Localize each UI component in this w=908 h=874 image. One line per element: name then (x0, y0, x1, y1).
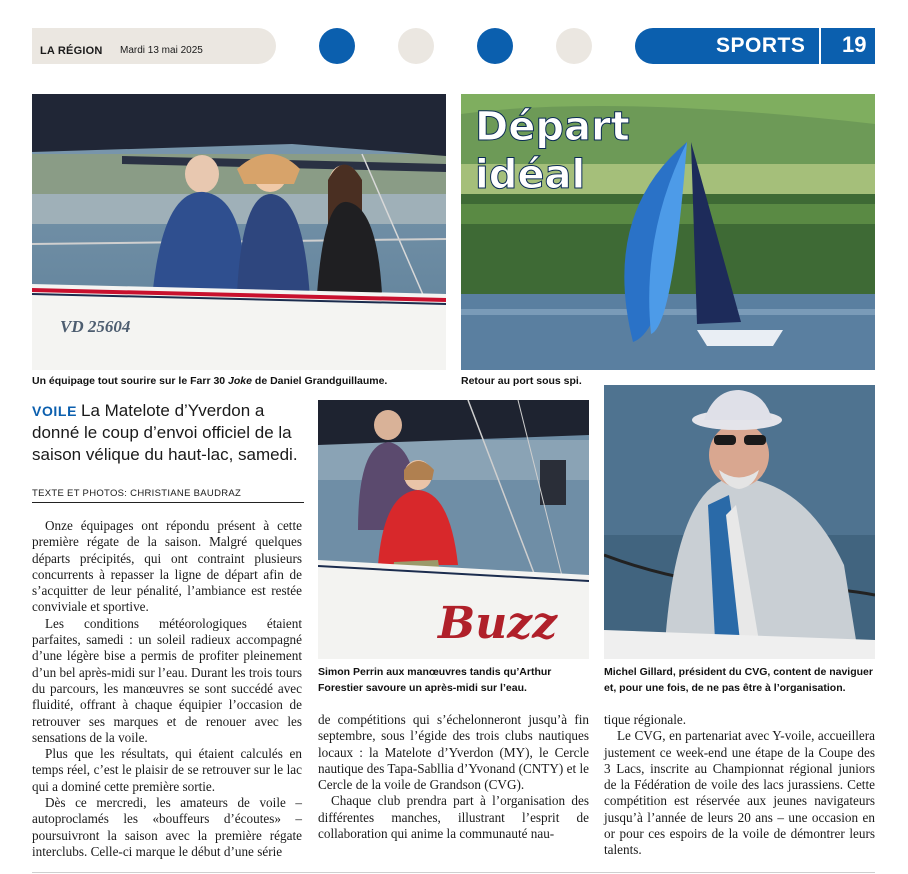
decorative-dot (398, 28, 434, 64)
caption-crew: Un équipage tout sourire sur le Farr 30 Joke de Daniel Grandguillaume. (32, 375, 388, 387)
article-lede (32, 400, 304, 466)
section-divider (819, 28, 821, 64)
byline: TEXTE ET PHOTOS: CHRISTIANE BAUDRAZ (32, 488, 304, 503)
hull-name: Buzz (438, 598, 558, 649)
headline-line2: idéal (475, 152, 586, 198)
issue-date: Mardi 13 mai 2025 (120, 45, 203, 56)
paragraph: tique régionale. (604, 712, 687, 727)
hull-registration: VD 25604 (60, 317, 131, 336)
footer-rule (32, 872, 875, 873)
paragraph: Le CVG, en partenariat avec Y-voile, accueillera justement ce week-end une étape de la Coupe des 3 Lacs, inscrite au Championnat régional juniors de la Fédération de voile des lacs jurassiens. Cette compétition est réservée aux jeunes navigateurs jusqu’à l’année de leurs 20 ans – une occasion en or pour ces espoirs de la voile de démontrer leurs talents. (604, 728, 875, 858)
photo-crew-image (32, 94, 446, 370)
column-2 (318, 712, 589, 842)
photo-crew (32, 94, 446, 370)
decorative-dot (556, 28, 592, 64)
lede-text: La Matelote d’Yverdon a donné le coup d’envoi officiel de la saison vélique du haut-lac, samedi. (32, 401, 298, 464)
kicker: VOILE (32, 403, 78, 419)
section-name: SPORTS (716, 34, 806, 57)
caption-sail: Retour au port sous spi. (461, 375, 582, 387)
paragraph: de compétitions qui s’échelonneront jusqu’à fin septembre, sous l’égide des trois clubs nautiques locaux : la Matelote d’Yverdon (MY), le Cercle nautique des Tapa-Sabllia d’Yvonand (CNTY) et le Cercle de la voile de Grandson (CVG). (318, 712, 589, 793)
caption-portrait: Michel Gillard, président du CVG, content de naviguer et, pour une fois, de ne pas être à l’organisation. (604, 666, 873, 694)
photo-sail (461, 94, 875, 370)
decorative-dot (477, 28, 513, 64)
photo-portrait-image (604, 385, 875, 659)
headline-line1: Départ (475, 104, 630, 150)
photo-sailors (318, 400, 589, 659)
page-number: 19 (842, 32, 867, 57)
column-3 (604, 712, 875, 859)
column-1 (32, 518, 302, 860)
caption-sailors: Simon Perrin aux manœuvres tandis qu’Arthur Forestier savoure un après-midi sur l’eau. (318, 666, 552, 694)
decorative-dot (319, 28, 355, 64)
photo-portrait (604, 385, 875, 659)
paragraph: Plus que les résultats, qui étaient calculés en temps réel, c’est le plaisir de se retrouver sur le lac qui a dominé cette première sortie. (32, 746, 302, 794)
paragraph: Onze équipages ont répondu présent à cette première régate de la saison. Malgré quelques départs précipités, qui ont contraint plusieurs concurrents à repasser la ligne de départ afin de s’acquitter de leur pénalité, l’ambiance est restée conviviale et sportive. (32, 518, 302, 615)
publication-name: LA RÉGION (40, 45, 103, 57)
photo-sail-image (461, 94, 875, 370)
paragraph: Les conditions météorologiques étaient parfaites, samedi : un soleil radieux accompagné d’une légère bise a permis de profiter pleinement d’un bel après-midi sur l’eau. Durant les trois tours du parcours, les manœuvres se sont succédé avec fluidité, offrant à chaque équipier l’occasion de retrouver ses marques et de renouer avec les sensations de la voile. (32, 615, 302, 745)
paragraph: Dès ce mercredi, les amateurs de voile – autoproclamés les «bouffeurs d’écoutes» – poursuivront la saison avec la première régate interclubs. Celle-ci marque le début d’une série (32, 795, 302, 859)
photo-sailors-image (318, 400, 589, 659)
paragraph: Chaque club prendra part à l’organisation des différentes manches, illustrant l’esprit de collaboration qui anime la communauté nau- (318, 793, 589, 842)
